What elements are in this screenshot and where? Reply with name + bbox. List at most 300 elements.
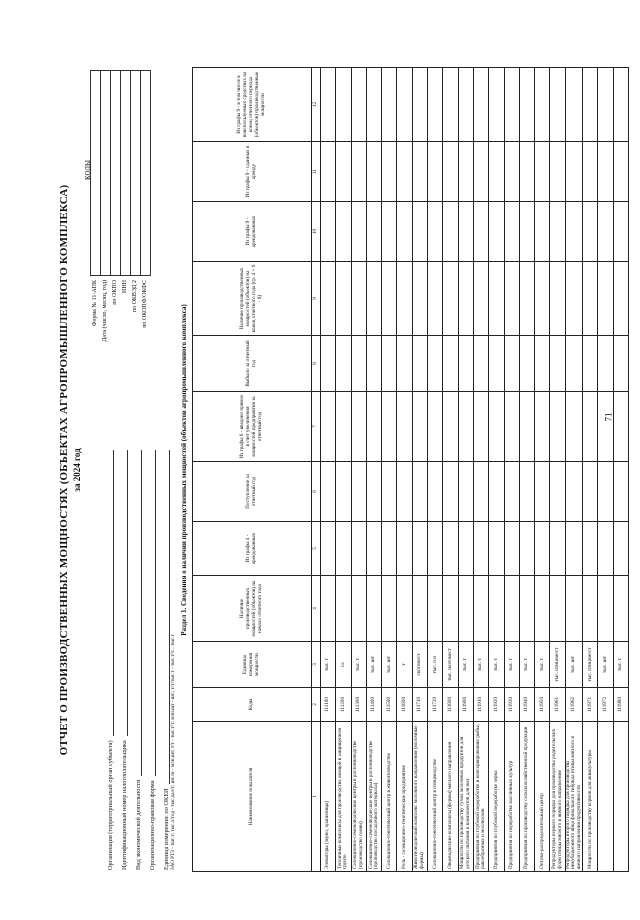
row-code: 111900	[458, 688, 473, 722]
value-cell[interactable]	[351, 392, 366, 462]
form-field-line[interactable]	[161, 450, 170, 784]
value-cell[interactable]	[565, 392, 582, 462]
value-cell[interactable]	[489, 462, 504, 522]
value-cell[interactable]	[535, 202, 550, 262]
table-row	[565, 68, 582, 872]
value-cell[interactable]	[428, 142, 443, 202]
row-name: Селекционно-семеноводческие центры в растениеводстве (производство посадочного материала)	[366, 722, 381, 872]
col-number: 10	[312, 202, 321, 262]
value-cell[interactable]	[336, 68, 351, 142]
value-cell[interactable]	[598, 202, 613, 262]
value-cell[interactable]	[397, 392, 412, 462]
form-field-row	[142, 450, 156, 870]
row-unit: тыс. птицемест	[583, 642, 598, 688]
value-cell[interactable]	[412, 262, 427, 336]
row-name: Оптово-распределительный центр	[535, 722, 550, 872]
value-cell[interactable]	[336, 576, 351, 642]
value-cell[interactable]	[598, 262, 613, 336]
value-cell[interactable]	[428, 576, 443, 642]
form-field-line[interactable]	[105, 450, 114, 736]
value-cell[interactable]	[382, 262, 397, 336]
value-cell[interactable]	[504, 68, 519, 142]
table-row	[443, 68, 458, 872]
value-cell[interactable]	[443, 522, 458, 576]
row-name: Селекционно-генетический центр в животноводстве	[382, 722, 397, 872]
value-cell[interactable]	[613, 202, 628, 262]
value-cell[interactable]	[519, 142, 534, 202]
row-code: 111980	[613, 688, 628, 722]
value-cell[interactable]	[321, 392, 336, 462]
form-field-label: Идентификационный номер налогоплательщика	[121, 740, 128, 870]
value-cell[interactable]	[351, 462, 366, 522]
code-value-cell[interactable]	[140, 70, 151, 276]
row-code: 111300	[351, 688, 366, 722]
value-cell[interactable]	[412, 142, 427, 202]
value-cell[interactable]	[458, 142, 473, 202]
row-name: Мощности по производству сухих молочных продуктов для детского питания и компонентов для них	[458, 722, 473, 872]
value-cell[interactable]	[504, 576, 519, 642]
value-cell[interactable]	[583, 522, 598, 576]
value-cell[interactable]	[321, 68, 336, 142]
value-cell[interactable]	[428, 202, 443, 262]
value-cell[interactable]	[550, 576, 565, 642]
value-cell[interactable]	[428, 68, 443, 142]
row-unit: га	[336, 642, 351, 688]
value-cell[interactable]	[412, 462, 427, 522]
row-name	[598, 722, 613, 872]
form-fields	[100, 450, 170, 870]
header-col8: Выбыло за отчетный год	[193, 336, 312, 392]
value-cell[interactable]	[535, 336, 550, 392]
value-cell[interactable]	[443, 336, 458, 392]
value-cell[interactable]	[412, 68, 427, 142]
row-name: Предприятия по глубокой переработке зерна	[489, 722, 504, 872]
value-cell[interactable]	[382, 392, 397, 462]
value-cell[interactable]	[489, 576, 504, 642]
value-cell[interactable]	[397, 262, 412, 336]
row-unit: т	[397, 642, 412, 688]
value-cell[interactable]	[519, 576, 534, 642]
okei-note: ЗАО РТЗ - тыс.т; тыс.л/год - тыс.дал/т; шт./м - млн.шт; т/т - тыс.т/т; млн.шт - шт.; т/т/тыс.т - тыс.т/т... тыс.т	[170, 634, 176, 870]
col-number: 9	[312, 262, 321, 336]
value-cell[interactable]	[519, 336, 534, 392]
value-cell[interactable]	[519, 522, 534, 576]
form-field-line[interactable]	[133, 450, 142, 776]
col-number: 12	[312, 68, 321, 142]
value-cell[interactable]	[412, 576, 427, 642]
value-cell[interactable]	[473, 576, 488, 642]
value-cell[interactable]	[397, 142, 412, 202]
value-cell[interactable]	[613, 462, 628, 522]
form-field-label: Вид экономической деятельности	[135, 779, 142, 870]
capacity-table	[192, 67, 629, 872]
value-cell[interactable]	[598, 336, 613, 392]
row-unit: тыс. т	[489, 642, 504, 688]
table-row	[336, 68, 351, 872]
row-name: Репродукторы второго порядка для производства инкубационного яйца финального гибрида птицы мясного и яичного направления продуктивности	[565, 722, 582, 872]
value-cell[interactable]	[458, 462, 473, 522]
row-code: 111972	[598, 688, 613, 722]
value-cell[interactable]	[351, 522, 366, 576]
value-cell[interactable]	[366, 142, 381, 202]
col-number: 7	[312, 392, 321, 462]
value-cell[interactable]	[336, 336, 351, 392]
row-code: 111920	[489, 688, 504, 722]
value-cell[interactable]	[351, 68, 366, 142]
value-cell[interactable]	[412, 392, 427, 462]
row-name: Элеваторы (зерно, хранилища)	[321, 722, 336, 872]
value-cell[interactable]	[397, 522, 412, 576]
form-field-label: Организация (территориальный орган субъекта)	[107, 740, 114, 870]
value-cell[interactable]	[489, 142, 504, 202]
value-cell[interactable]	[583, 392, 598, 462]
value-cell[interactable]	[583, 576, 598, 642]
value-cell[interactable]	[535, 68, 550, 142]
value-cell[interactable]	[550, 202, 565, 262]
value-cell[interactable]	[397, 202, 412, 262]
value-cell[interactable]	[583, 336, 598, 392]
value-cell[interactable]	[336, 202, 351, 262]
value-cell[interactable]	[366, 262, 381, 336]
table-row	[489, 68, 504, 872]
header-col9: Наличие производственных мощностей (объектов) на конец отчетного года (гр. 4 + 6 - 8)	[193, 262, 312, 336]
value-cell[interactable]	[535, 522, 550, 576]
page-number: 71	[603, 412, 614, 422]
value-cell[interactable]	[321, 142, 336, 202]
value-cell[interactable]	[336, 462, 351, 522]
row-code: 111962	[565, 688, 582, 722]
value-cell[interactable]	[598, 522, 613, 576]
value-cell[interactable]	[535, 462, 550, 522]
code-label: по ОКВЭД 2	[132, 280, 138, 313]
row-unit: тыс. шт	[598, 642, 613, 688]
row-unit: тыс. шт	[382, 642, 397, 688]
value-cell[interactable]	[351, 262, 366, 336]
value-cell[interactable]	[613, 142, 628, 202]
value-cell[interactable]	[550, 336, 565, 392]
value-cell[interactable]	[489, 392, 504, 462]
value-cell[interactable]	[613, 336, 628, 392]
value-cell[interactable]	[428, 462, 443, 522]
value-cell[interactable]	[565, 336, 582, 392]
value-cell[interactable]	[613, 576, 628, 642]
value-cell[interactable]	[443, 142, 458, 202]
value-cell[interactable]	[366, 522, 381, 576]
value-cell[interactable]	[321, 576, 336, 642]
value-cell[interactable]	[613, 392, 628, 462]
row-unit: тыс. т	[458, 642, 473, 688]
value-cell[interactable]	[397, 462, 412, 522]
value-cell[interactable]	[336, 392, 351, 462]
value-cell[interactable]	[321, 202, 336, 262]
row-name: Селекционно-семеноводческие центры в растениеводстве (производство семян)	[351, 722, 366, 872]
row-name: Животноводческий комплекс молочного направления (молочные фермы)	[412, 722, 427, 872]
value-cell[interactable]	[382, 462, 397, 522]
code-row	[100, 70, 110, 360]
value-cell[interactable]	[412, 522, 427, 576]
table-row	[397, 68, 412, 872]
value-cell[interactable]	[598, 392, 613, 462]
table-row	[473, 68, 488, 872]
value-cell[interactable]	[535, 262, 550, 336]
value-cell[interactable]	[519, 392, 534, 462]
col-number: 6	[312, 462, 321, 522]
value-cell[interactable]	[565, 576, 582, 642]
table-row	[458, 68, 473, 872]
row-code: 111600	[397, 688, 412, 722]
value-cell[interactable]	[443, 462, 458, 522]
row-code: 111800	[443, 688, 458, 722]
rotated-form	[40, 60, 640, 880]
code-row	[140, 70, 150, 360]
value-cell[interactable]	[583, 142, 598, 202]
value-cell[interactable]	[382, 68, 397, 142]
value-cell[interactable]	[550, 462, 565, 522]
value-cell[interactable]	[550, 522, 565, 576]
report-title: ОТЧЕТ О ПРОИЗВОДСТВЕННЫХ МОЩНОСТЯХ (ОБЪЕКТАХ АГРОПРОМЫШЛЕННОГО КОМПЛЕКСА)	[58, 184, 70, 756]
row-code: 111100	[321, 688, 336, 722]
table-row	[583, 68, 598, 872]
form-field-row	[128, 450, 142, 870]
value-cell[interactable]	[565, 462, 582, 522]
value-cell[interactable]	[473, 336, 488, 392]
col-number: 5	[312, 522, 321, 576]
row-code: 111910	[473, 688, 488, 722]
value-cell[interactable]	[565, 202, 582, 262]
value-cell[interactable]	[504, 336, 519, 392]
value-cell[interactable]	[519, 462, 534, 522]
value-cell[interactable]	[550, 392, 565, 462]
value-cell[interactable]	[351, 336, 366, 392]
value-cell[interactable]	[351, 202, 366, 262]
header-col5: Из графы 4 - арендованных	[193, 522, 312, 576]
value-cell[interactable]	[473, 392, 488, 462]
header-col4: Наличие производственных мощностей (объектов) на начало отчетного года	[193, 576, 312, 642]
value-cell[interactable]	[458, 68, 473, 142]
value-cell[interactable]	[489, 522, 504, 576]
table-row	[519, 68, 534, 872]
value-cell[interactable]	[412, 336, 427, 392]
value-cell[interactable]	[366, 462, 381, 522]
row-code: 111720	[428, 688, 443, 722]
value-cell[interactable]	[565, 262, 582, 336]
column-number-row	[312, 68, 321, 872]
value-cell[interactable]	[321, 262, 336, 336]
value-cell[interactable]	[458, 576, 473, 642]
code-label: по ОКПО	[112, 280, 118, 305]
table-row	[382, 68, 397, 872]
row-code: 111940	[519, 688, 534, 722]
code-label: по ОКОПФ/ОКФС	[142, 280, 148, 328]
table-row	[535, 68, 550, 872]
value-cell[interactable]	[382, 202, 397, 262]
row-name: Предприятия по переработке масличных культур	[504, 722, 519, 872]
value-cell[interactable]	[598, 142, 613, 202]
table-row	[321, 68, 336, 872]
value-cell[interactable]	[473, 202, 488, 262]
value-cell[interactable]	[504, 142, 519, 202]
value-cell[interactable]	[428, 262, 443, 336]
value-cell[interactable]	[443, 202, 458, 262]
value-cell[interactable]	[458, 392, 473, 462]
row-unit: тыс. шт	[565, 642, 582, 688]
code-label: Дата (число, месяц, год)	[102, 280, 108, 342]
value-cell[interactable]	[519, 202, 534, 262]
value-cell[interactable]	[550, 262, 565, 336]
row-name: Репродукторы первого порядка для производства родительских форм птицы мясного и яичного направления	[550, 722, 565, 872]
header-unit: Единица измерения мощности	[193, 642, 312, 688]
value-cell[interactable]	[443, 262, 458, 336]
value-cell[interactable]	[336, 142, 351, 202]
col-number: 8	[312, 336, 321, 392]
value-cell[interactable]	[489, 262, 504, 336]
row-code: 111200	[336, 688, 351, 722]
form-field-line[interactable]	[119, 450, 128, 736]
row-code: 111710	[412, 688, 427, 722]
value-cell[interactable]	[382, 336, 397, 392]
form-field-label: Единица измерения: по ОКЕИ	[163, 788, 170, 870]
row-unit: тыс. т	[504, 642, 519, 688]
table-row	[598, 68, 613, 872]
value-cell[interactable]	[336, 522, 351, 576]
value-cell[interactable]	[382, 576, 397, 642]
row-name: Мощности по производству кормов для аквакультуры	[583, 722, 598, 872]
value-cell[interactable]	[473, 262, 488, 336]
value-cell[interactable]	[583, 262, 598, 336]
value-cell[interactable]	[519, 68, 534, 142]
value-cell[interactable]	[321, 462, 336, 522]
value-cell[interactable]	[382, 142, 397, 202]
value-cell[interactable]	[397, 576, 412, 642]
value-cell[interactable]	[366, 202, 381, 262]
value-cell[interactable]	[504, 522, 519, 576]
row-unit: тыс. скотомест	[443, 642, 458, 688]
value-cell[interactable]	[351, 576, 366, 642]
value-cell[interactable]	[565, 142, 582, 202]
row-unit: тыс. т	[473, 642, 488, 688]
value-cell[interactable]	[504, 462, 519, 522]
value-cell[interactable]	[366, 68, 381, 142]
value-cell[interactable]	[473, 522, 488, 576]
row-unit: тыс. шт	[366, 642, 381, 688]
value-cell[interactable]	[428, 392, 443, 462]
header-code: Коды	[193, 688, 312, 722]
value-cell[interactable]	[473, 68, 488, 142]
code-label: Форма № 11-АПК	[92, 280, 98, 327]
codes-label: КОДЫ	[84, 159, 92, 180]
value-cell[interactable]	[489, 202, 504, 262]
value-cell[interactable]	[504, 392, 519, 462]
code-label: ИНН	[122, 280, 128, 293]
value-cell[interactable]	[351, 142, 366, 202]
row-unit: тыс. гол	[428, 642, 443, 688]
value-cell[interactable]	[366, 336, 381, 392]
row-unit: тыс. птицемест	[550, 642, 565, 688]
value-cell[interactable]	[565, 68, 582, 142]
table-row	[504, 68, 519, 872]
value-cell[interactable]	[397, 68, 412, 142]
value-cell[interactable]	[321, 336, 336, 392]
row-unit: тыс. т	[321, 642, 336, 688]
value-cell[interactable]	[458, 336, 473, 392]
value-cell[interactable]	[458, 202, 473, 262]
value-cell[interactable]	[366, 392, 381, 462]
value-cell[interactable]	[443, 576, 458, 642]
value-cell[interactable]	[366, 576, 381, 642]
value-cell[interactable]	[336, 262, 351, 336]
value-cell[interactable]	[428, 336, 443, 392]
value-cell[interactable]	[535, 392, 550, 462]
form-field-row	[156, 450, 170, 870]
value-cell[interactable]	[598, 462, 613, 522]
value-cell[interactable]	[458, 522, 473, 576]
col-number: 11	[312, 142, 321, 202]
code-row	[110, 70, 120, 360]
table-body	[321, 68, 629, 872]
value-cell[interactable]	[583, 202, 598, 262]
value-cell[interactable]	[321, 522, 336, 576]
row-unit: тыс. т	[535, 642, 550, 688]
value-cell[interactable]	[550, 142, 565, 202]
header-col6: Поступление за отчетный год	[193, 462, 312, 522]
value-cell[interactable]	[443, 392, 458, 462]
value-cell[interactable]	[535, 576, 550, 642]
value-cell[interactable]	[504, 262, 519, 336]
form-field-line[interactable]	[147, 450, 156, 776]
table-row	[550, 68, 565, 872]
value-cell[interactable]	[613, 522, 628, 576]
value-cell[interactable]	[397, 336, 412, 392]
value-cell[interactable]	[598, 68, 613, 142]
row-name: Тепличные комплексы для производства овощей в защищенном грунте	[336, 722, 351, 872]
value-cell[interactable]	[458, 262, 473, 336]
header-col11: Из графы 9 - сданных в аренду	[193, 142, 312, 202]
row-code: 111500	[382, 688, 397, 722]
codes-box	[90, 70, 150, 360]
row-unit: тыс. т	[519, 642, 534, 688]
value-cell[interactable]	[565, 522, 582, 576]
row-name: Роль - селекционно-генетические предприятия	[397, 722, 412, 872]
value-cell[interactable]	[613, 68, 628, 142]
value-cell[interactable]	[504, 202, 519, 262]
value-cell[interactable]	[613, 262, 628, 336]
value-cell[interactable]	[519, 262, 534, 336]
row-code: 111950	[535, 688, 550, 722]
row-name: Предприятия по глубокой переработке и консервированию рыбы, ракообразных и моллюсков	[473, 722, 488, 872]
value-cell[interactable]	[428, 522, 443, 576]
value-cell[interactable]	[382, 522, 397, 576]
table-row	[613, 68, 628, 872]
header-col12: Из графы 9 - в том числе в неиспользуемых средствах на конец отчетного периода (объектов) производственные мощности	[193, 68, 312, 142]
header-col10: Из графы 9 - арендованных	[193, 202, 312, 262]
value-cell[interactable]	[583, 68, 598, 142]
col-number: 3	[312, 642, 321, 688]
value-cell[interactable]	[473, 462, 488, 522]
value-cell[interactable]	[550, 68, 565, 142]
code-row	[90, 70, 100, 360]
row-name: Селекционно-генетический центр в птицеводстве	[428, 722, 443, 872]
value-cell[interactable]	[489, 68, 504, 142]
value-cell[interactable]	[489, 336, 504, 392]
value-cell[interactable]	[535, 142, 550, 202]
table-row	[366, 68, 381, 872]
col-number: 4	[312, 576, 321, 642]
value-cell[interactable]	[598, 576, 613, 642]
value-cell[interactable]	[583, 462, 598, 522]
value-cell[interactable]	[412, 202, 427, 262]
value-cell[interactable]	[443, 68, 458, 142]
value-cell[interactable]	[473, 142, 488, 202]
